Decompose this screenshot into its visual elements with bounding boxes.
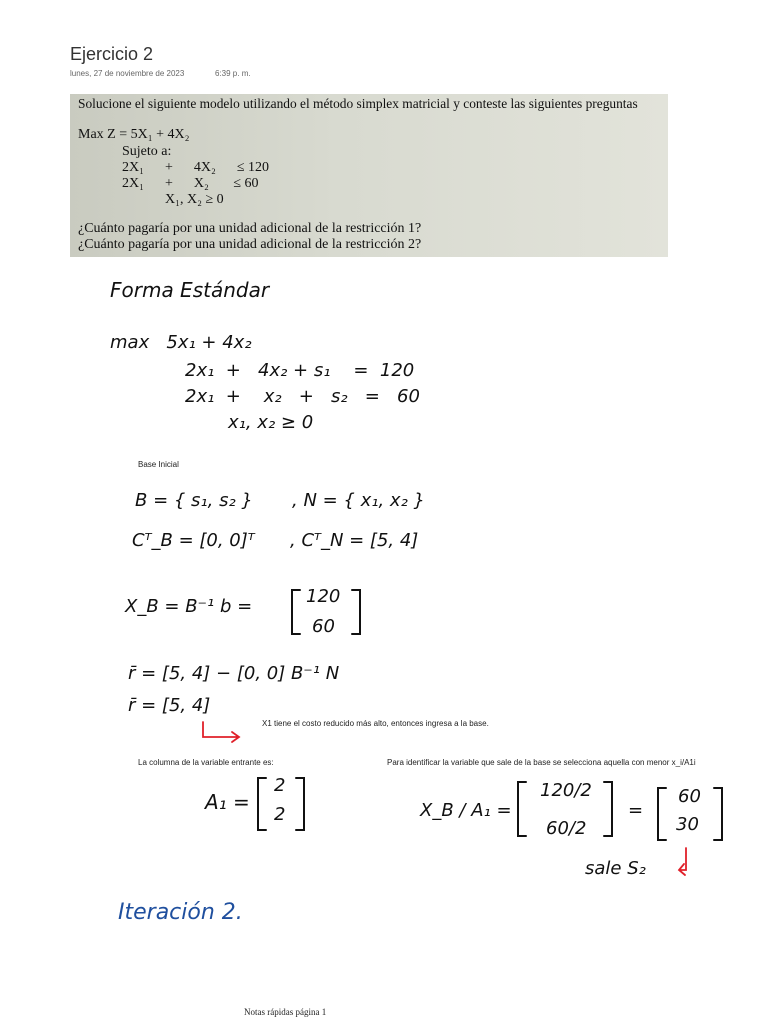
hw-result-top: 60 — [678, 786, 701, 807]
page-title: Ejercicio 2 — [70, 44, 154, 64]
hw-nonneg: x₁, x₂ ≥ 0 — [228, 412, 314, 433]
standard-form-heading: Forma Estándar — [110, 278, 270, 302]
subject-to: Sujeto a: — [122, 144, 172, 159]
hw-reduced-cost-1: r̄ = [5, 4] − [0, 0] B⁻¹ N — [128, 663, 340, 684]
question-1: ¿Cuánto pagaría por una unidad adicional de la restricción 1? — [78, 221, 422, 236]
question-2: ¿Cuánto pagaría por una unidad adicional de la restricción 2? — [78, 237, 422, 252]
objective-function: Max Z = 5X₁ + 4X₂ — [78, 127, 190, 142]
enters-note: X1 tiene el costo reducido más alto, entonces ingresa a la base. — [262, 719, 489, 728]
hw-a1-bottom: 2 — [274, 804, 286, 825]
hw-a1-top: 2 — [274, 775, 286, 796]
entering-column-note: La columna de la variable entrante es: — [138, 758, 274, 767]
a1-bracket-left — [258, 778, 266, 830]
base-inicial-label: Base Inicial — [138, 460, 179, 469]
iteration-2-heading: Iteración 2. — [118, 900, 243, 925]
hw-xb-bottom: 60 — [312, 616, 335, 637]
footer-page-label: Notas rápidas página 1 — [244, 1007, 327, 1017]
hw-xb-lhs: X_B = B⁻¹ b = — [125, 596, 253, 617]
leaving-rule-note: Para identificar la variable que sale de la base se selecciona aquella con menor x_i/A1i — [387, 758, 696, 767]
hw-basis: B = { s₁, s₂ } — [135, 490, 253, 511]
result-bracket-left — [658, 788, 666, 840]
xb-bracket-left — [292, 590, 300, 634]
hw-objective: max 5x₁ + 4x₂ — [110, 332, 252, 353]
xb-bracket-right — [352, 590, 360, 634]
non-negativity: X₁, X₂ ≥ 0 — [165, 192, 224, 207]
hw-xb-top: 120 — [306, 586, 341, 607]
hw-ratio-lhs: X_B / A₁ = — [420, 800, 512, 821]
a1-bracket-right — [296, 778, 304, 830]
enter-arrow — [203, 722, 239, 742]
ratio-bracket-left — [518, 782, 526, 836]
hw-reduced-cost-2: r̄ = [5, 4] — [128, 695, 211, 716]
hw-constraint-2: 2x₁ + x₂ + s₂ = 60 — [185, 386, 420, 407]
result-bracket-right — [714, 788, 722, 840]
page-date: lunes, 27 de noviembre de 2023 — [70, 69, 185, 78]
ratio-bracket-right — [604, 782, 612, 836]
problem-statement: Solucione el siguiente modelo utilizando el método simplex matricial y conteste las siguientes preguntas — [78, 96, 638, 111]
hw-a1-lhs: A₁ = — [205, 790, 250, 814]
hw-result-bottom: 30 — [676, 814, 699, 835]
hw-leaves-s2: sale S₂ — [585, 858, 646, 879]
hw-cn: , Cᵀ_N = [5, 4] — [290, 530, 419, 551]
hw-ratio-top: 120/2 — [540, 780, 592, 801]
restriction-1: 2X₁ + 4X₂ ≤ 120 — [122, 160, 270, 175]
hw-cb: Cᵀ_B = [0, 0]ᵀ — [132, 530, 255, 551]
leave-arrow — [679, 848, 686, 875]
hw-ratio-equals: = — [628, 800, 644, 821]
hw-ratio-bottom: 60/2 — [546, 818, 587, 839]
page-time: 6:39 p. m. — [215, 69, 251, 78]
hw-nonbasis: , N = { x₁, x₂ } — [292, 490, 425, 511]
hw-constraint-1: 2x₁ + 4x₂ + s₁ = 120 — [185, 360, 415, 381]
restriction-2: 2X₁ + X₂ ≤ 60 — [122, 176, 259, 191]
